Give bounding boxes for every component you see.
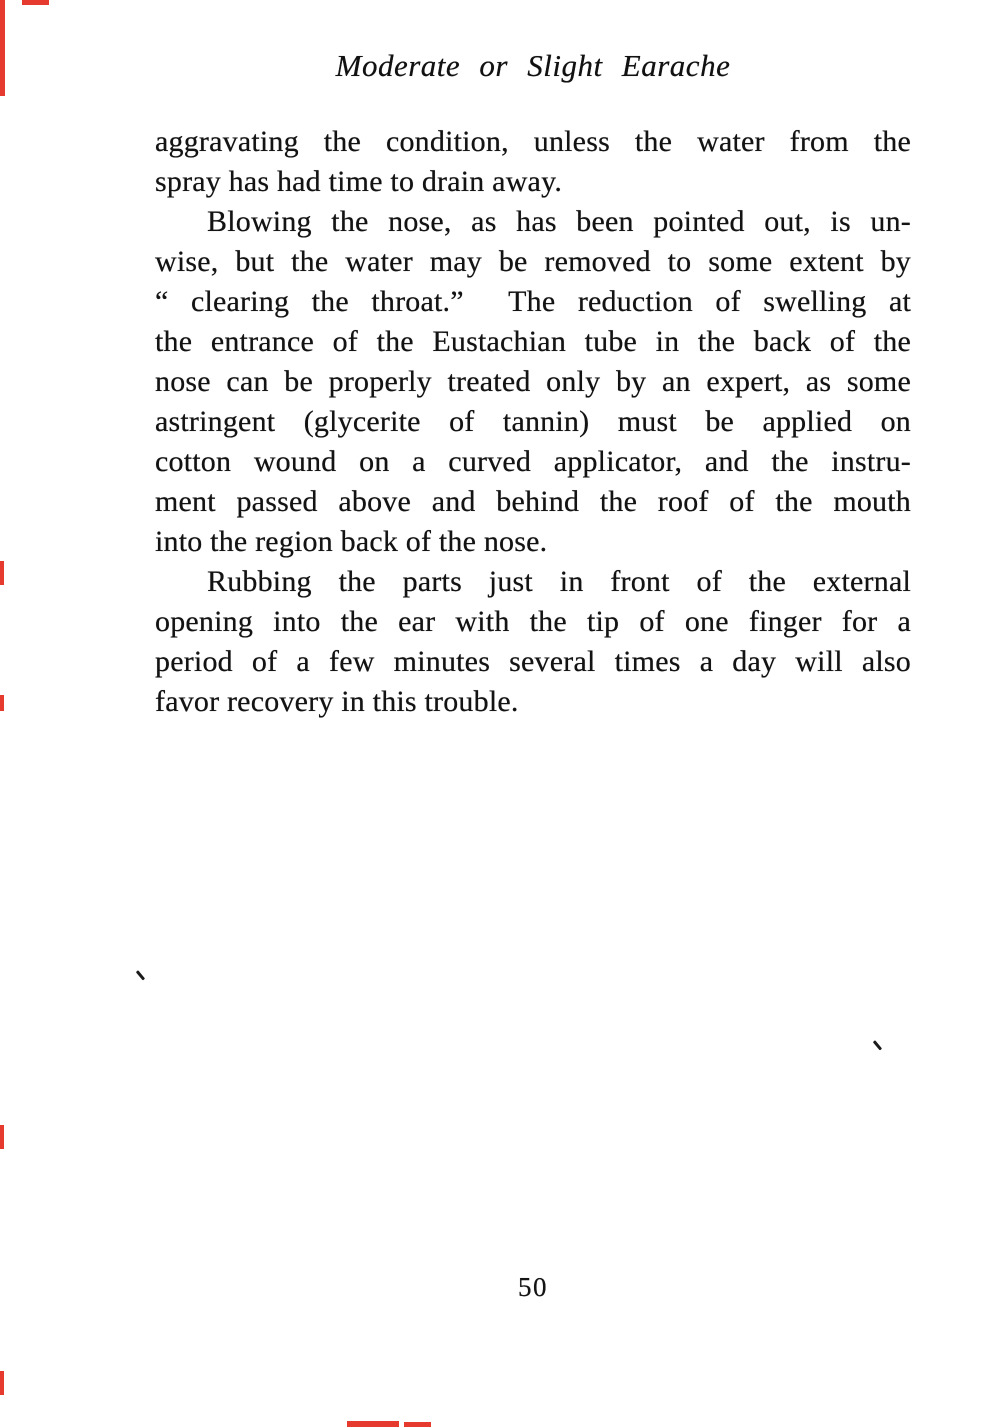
body-line: “ clearing the throat.” The reduction of swelling at — [155, 285, 911, 318]
ink-speck — [873, 1040, 882, 1050]
scan-edge-mark — [0, 0, 5, 96]
body-line: favor recovery in this trouble. — [155, 685, 519, 718]
body-line: the entrance of the Eustachian tube in the back of the — [155, 325, 911, 358]
scan-edge-mark — [347, 1421, 399, 1427]
running-head: Moderate or Slight Earache — [335, 48, 731, 83]
scan-edge-mark — [0, 1125, 4, 1149]
body-line: nose can be properly treated only by an expert, as some — [155, 365, 911, 398]
body-line: ment passed above and behind the roof of the mouth — [155, 485, 911, 518]
body-line: cotton wound on a curved applicator, and the instru- — [155, 445, 911, 478]
body-line: astringent (glycerite of tannin) must be applied on — [155, 405, 911, 438]
body-line: wise, but the water may be removed to some extent by — [155, 245, 911, 278]
scan-edge-mark — [22, 0, 49, 5]
body-line: spray has had time to drain away. — [155, 165, 563, 198]
body-line: opening into the ear with the tip of one finger for a — [155, 605, 911, 638]
scan-edge-mark — [0, 1371, 4, 1395]
page-number: 50 — [518, 1272, 548, 1302]
body-line: aggravating the condition, unless the water from the — [155, 125, 911, 158]
ink-speck — [136, 970, 145, 980]
body-line: Blowing the nose, as has been pointed out, is un- — [207, 205, 911, 238]
scan-edge-mark — [0, 561, 4, 585]
body-line: into the region back of the nose. — [155, 525, 548, 558]
body-text-block — [155, 122, 911, 722]
body-line: Rubbing the parts just in front of the external — [207, 565, 911, 598]
scan-edge-mark — [0, 695, 4, 711]
body-line: period of a few minutes several times a day will also — [155, 645, 911, 678]
scan-edge-mark — [404, 1422, 431, 1427]
